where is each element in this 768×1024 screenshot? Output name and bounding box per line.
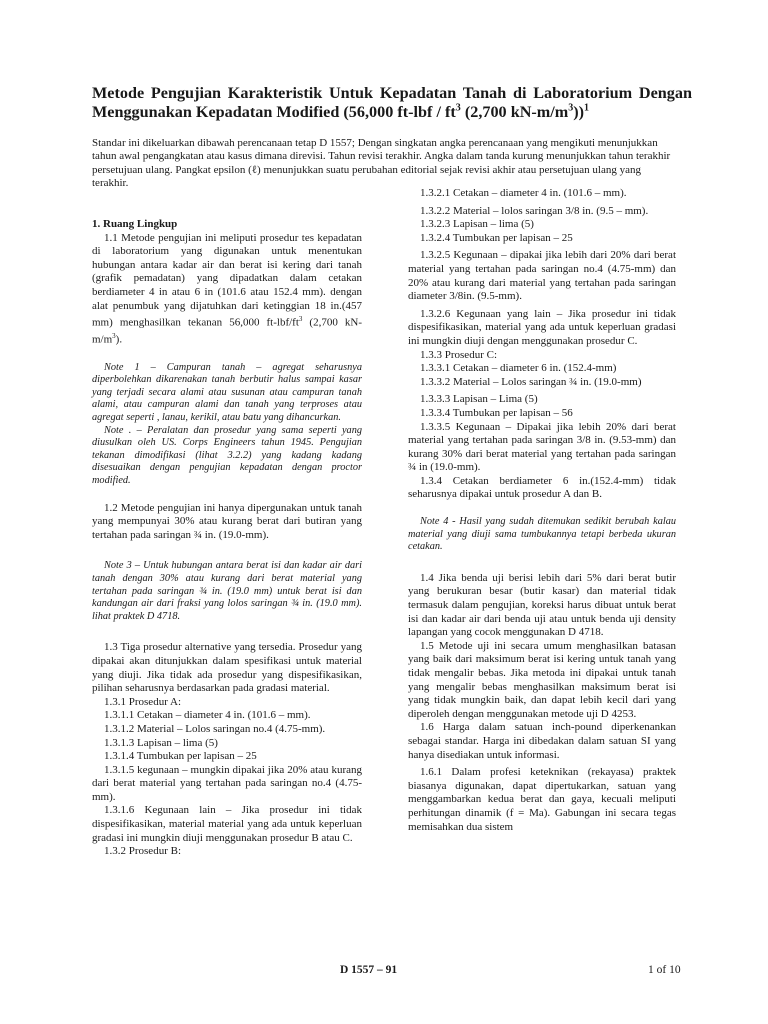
paragraph-1-3-1-1: 1.3.1.1 Cetakan – diameter 4 in. (101.6 – mm). (104, 709, 311, 722)
paragraph-1-3-3-5: 1.3.3.5 Kegunaan – Dipakai jika lebih 20% dari berat material yang tertahan pada saringan 3/8 in. (9.53-mm) dan kurang 30% dari berat material yang tertahan pada saringan ¾ in (19.0-mm). (408, 420, 676, 474)
paragraph-1-6-1: 1.6.1 Dalam profesi keteknikan (rekayasa) praktek biasanya digunakan, dapat dipertukarkan, satuan yang menggambarkan kedua berat dan gaya, kecuali meliputi perhitungan dinamik (f = Ma). Gabungan ini secara tegas memisahkan dua sistem (408, 766, 676, 833)
paragraph-1-3-3-1: 1.3.3.1 Cetakan – diameter 6 in. (152.4-mm) (420, 362, 617, 375)
note-4: Note 4 - Hasil yang sudah ditemukan sedikit berubah kalau material yang diuji sama tumbukannya tetapi berbeda ukuran cetakan. (408, 516, 676, 553)
note-1: Note 1 – Campuran tanah – agregat seharusnya diperbolehkan dikarenakan tanah berbutir halus sampai kasar yang terjadi secara alami atau susunan atau campuran tanah alami, atau campuran alami dan tanah yang terproses atau agregat seperti , lanau, kerikil, atau batu yang dihancurkan. (92, 361, 362, 424)
paragraph-1-3-2-3: 1.3.2.3 Lapisan – lima (5) (420, 218, 534, 231)
paragraph-1-1 (92, 232, 362, 348)
paragraph-1-6: 1.6 Harga dalam satuan inch-pound diperkenankan sebagai standar. Harga ini dibedakan dalam satuan SI yang hanya disediakan untuk informasi. (408, 721, 676, 761)
footer-document-code: D 1557 – 91 (340, 964, 398, 976)
paragraph-1-3-2-1: 1.3.2.1 Cetakan – diameter 4 in. (101.6 – mm). (420, 187, 627, 199)
left-column (92, 218, 362, 859)
paragraph-1-3-3-4: 1.3.3.4 Tumbukan per lapisan – 56 (420, 406, 573, 419)
paragraph-1-3-4: 1.3.4 Cetakan berdiameter 6 in.(152.4-mm) tidak seharusnya dipakai untuk prosedur A dan B. (408, 474, 676, 501)
section-heading-ruang-lingkup: 1. Ruang Lingkup (92, 218, 178, 230)
note-3: Note 3 – Untuk hubungan antara berat isi dan kadar air dari tanah dengan 30% atau kurang dari berat material yang tertahan pada saringan ¾ in. (19.0 mm) untuk berat isi dan kandungan air dari fraksi yang lolos saringan ¾ in. (19.0 mm). lihat praktek D 4718. (92, 560, 362, 622)
title-text-mid: (2,700 kN-m/m (460, 103, 569, 121)
paragraph-1-1-text-b: (2,700 kN-m/m (92, 316, 362, 347)
paragraph-1-3-3: 1.3.3 Prosedur C: (420, 348, 497, 361)
paragraph-1-5: 1.5 Metode uji ini secara umum menghasilkan batasan yang baik dari maksimum berat isi kering untuk tanah yang tidak mengalir bebas. Jika metoda ini dipakai untuk tanah yang mengalir bebas menghasilkan maksimum berat isi yang tidak mungkin baik, dan dapat lebih kecil dari yang diperoleh dengan menggunakan metode uji D 4253. (408, 639, 676, 720)
right-column (408, 187, 676, 834)
intro-paragraph: Standar ini dikeluarkan dibawah perencanaan tetap D 1557; Dengan singkatan angka perencanaan yang mengikuti menunjukkan tahun awal pengangkatan atau kasus dimana direvisi. Tahun revisi terakhir. Angka dalam tanda kurung menunjukkan tahun terakhir persetujuan ulang. Pangkat epsilon (ℓ) menunjukkan suatu perubahan editorial sejak revisi akhir atau persetujuan ulang yang terakhir. (92, 137, 671, 190)
paragraph-1-3-3-3: 1.3.3.3 Lapisan – Lima (5) (420, 393, 538, 406)
paragraph-1-3-2-2: 1.3.2.2 Material – lolos saringan 3/8 in. (9.5 – mm). (420, 204, 649, 217)
title-footnote-marker: 1 (584, 102, 590, 114)
paragraph-1-3-1-2: 1.3.1.2 Material – Lolos saringan no.4 (4.75-mm). (104, 722, 326, 735)
paragraph-1-1-text: 1.1 Metode pengujian ini meliputi prosedur tes kepadatan di laboratorium yang digunakan untuk menentukan hubungan antara kadar air dan berat isi kering dari tanah (grafik pemadatan) yang dipadatkan dalam cetakan berdiameter 4 in atau 6 in (101.6 atau 152.4 mm). dengan alat penumbuk yang dijatuhkan dari ketinggian 18 in.(457 mm) menghasilkan tekanan 56,000 ft-lbf/ft (92, 231, 362, 329)
paragraph-1-3-1-3: 1.3.1.3 Lapisan – lima (5) (104, 736, 218, 749)
footer-page-number: 1 of 10 (648, 964, 681, 976)
paragraph-1-3: 1.3 Tiga prosedur alternative yang tersedia. Prosedur yang dipakai akan ditunjukkan dalam spesifikasi untuk material yang diuji. Jika tidak ada prosedur yang dispesifikasikan, pilihan seharusnya berdasarkan pada gradasi material. (92, 641, 362, 695)
paragraph-1-3-3-2: 1.3.3.2 Material – Lolos saringan ¾ in. (19.0-mm) (420, 375, 642, 388)
paragraph-1-1-sup-2: 3 (112, 332, 116, 341)
note-2: Note . – Peralatan dan prosedur yang sama seperti yang diusulkan oleh US. Corps Engineers tahun 1945. Pengujian tekanan dimodifikasi (lihat 3.2.2) yang kadang kadang disesuaikan dengan pengujian kepadatan dengan proctor modified. (92, 424, 362, 486)
title-sup-2: 3 (568, 102, 574, 114)
paragraph-1-3-2: 1.3.2 Prosedur B: (104, 845, 181, 858)
title-text: Metode Pengujian Karakteristik Untuk Kepadatan Tanah di Laboratorium Dengan Menggunakan Kepadatan Modified (56,000 ft-lbf / ft (92, 84, 692, 121)
document-title (92, 84, 692, 122)
paragraph-1-1-sup: 3 (298, 315, 303, 324)
paragraph-1-3-1: 1.3.1 Prosedur A: (104, 695, 181, 708)
paragraph-1-4: 1.4 Jika benda uji berisi lebih dari 5% dari berat butir yang berukuran besar (butir kasar) dan material tidak termasuk dalam pengujian, koreksi harus dibuat untuk berat isi dan kadar air dari benda uji atau untuk benda uji density lapangan yang cocok menggunakan D 4718. (408, 571, 676, 639)
title-text-end: )) (573, 103, 585, 121)
paragraph-1-3-2-4: 1.3.2.4 Tumbukan per lapisan – 25 (420, 231, 573, 244)
paragraph-1-3-1-4: 1.3.1.4 Tumbukan per lapisan – 25 (104, 750, 257, 763)
paragraph-1-3-1-5: 1.3.1.5 kegunaan – mungkin dipakai jika 20% atau kurang dari berat material yang tertahan pada saringan no.4 (4.75-mm). (92, 763, 362, 803)
paragraph-1-2: 1.2 Metode pengujian ini hanya dipergunakan untuk tanah yang mempunyai 30% atau kurang berat dari butiran yang tertahan pada saringan ¾ in. (19.0-mm). (92, 501, 362, 541)
title-sup-1: 3 (455, 102, 461, 114)
paragraph-1-3-2-6: 1.3.2.6 Kegunaan yang lain – Jika prosedur ini tidak dispesifikasikan, material yang ada untuk keperluan gradasi ini mungkin diuji dengan menggunakan prosedur C. (408, 307, 676, 347)
paragraph-1-1-text-c: ). (115, 334, 123, 347)
paragraph-1-3-1-6: 1.3.1.6 Kegunaan lain – Jika prosedur ini tidak dispesifikasikan, material material yang ada untuk keperluan gradasi ini mungkin diuji menggunakan prosedur B atau C. (92, 804, 362, 844)
paragraph-1-3-2-5: 1.3.2.5 Kegunaan – dipakai jika lebih dari 20% dari berat material yang tertahan pada saringan no.4 (4.75-mm) dan 20% atau kurang dari material yang tertahan pada saringan diameter 3/8in. (9.5-mm). (408, 249, 676, 303)
